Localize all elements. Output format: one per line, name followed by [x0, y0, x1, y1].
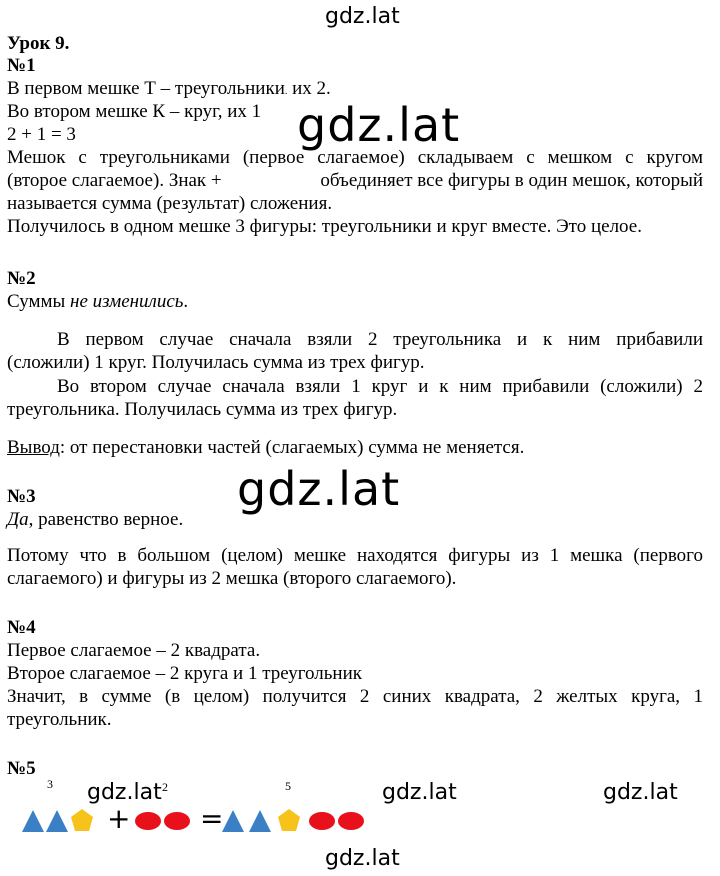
task4-line1: Первое слагаемое – 2 квадрата.: [7, 640, 261, 661]
triangle-shape-4: [249, 810, 271, 832]
triangle-shape-2: [46, 810, 68, 832]
task2-para2-line2: треугольника. Получилась сумма из трех фигур.: [7, 399, 398, 420]
plus-sign: +: [107, 802, 131, 835]
oval-shape-3: [309, 812, 335, 830]
watermark-row-1: gdz.lat: [87, 780, 162, 805]
task1-number: №1: [7, 55, 36, 76]
task2-line1-italic: не изменились: [70, 291, 184, 312]
task5-label-first: 3: [47, 777, 53, 791]
task1-line7: Получилось в одном мешке 3 фигуры: треугольники и круг вместе. Это целое.: [7, 216, 642, 237]
watermark-large-1: gdz.lat: [297, 98, 461, 152]
task2-number: №2: [7, 268, 36, 289]
task3-line2: Потому что в большом (целом) мешке находятся фигуры из 1 мешка (первого: [7, 545, 703, 566]
task4-number: №4: [7, 617, 36, 638]
task1-line5: [7, 170, 703, 192]
task3-line1-b: , равенство верное.: [28, 509, 184, 530]
task3-number: №3: [7, 486, 36, 507]
task4-line3: Значит, в сумме (в целом) получится 2 синих квадрата, 2 желтых круга, 1: [7, 686, 703, 707]
task3-line1-italic: Да: [7, 509, 29, 530]
watermark-top: gdz.lat: [325, 4, 400, 29]
pentagon-shape-1: [71, 809, 93, 831]
task5-label-sum: 5: [285, 779, 291, 793]
pentagon-shape-2: [278, 809, 300, 831]
task2-para2-line1: Во втором случае сначала взяли 1 круг и к ним прибавили (сложили) 2: [57, 376, 703, 397]
task2-line1-a: Суммы: [7, 291, 71, 312]
task5-shapes-equation: [7, 802, 387, 842]
task2-line1: [7, 291, 188, 313]
equals-sign: =: [200, 802, 224, 835]
task1-line6: называется сумма (результат) сложения.: [7, 193, 333, 214]
task2-conclusion-text: : от перестановки частей (слагаемых) сумма не меняется.: [59, 437, 525, 458]
task1-line4: Мешок с треугольниками (первое слагаемое) складываем с мешком с кругом: [7, 147, 703, 168]
task2-conclusion: [7, 437, 524, 459]
task2-conclusion-label: Вывод: [7, 437, 60, 458]
task1-line1-count: их 2.: [292, 78, 331, 99]
lesson-title: Урок 9.: [7, 33, 70, 54]
task3-line3: слагаемого) и фигуры из 2 мешка (второго слагаемого).: [7, 568, 457, 589]
task5-label-second: 2: [162, 780, 168, 794]
task2-para1-line1: В первом случае сначала взяли 2 треугольника и к ним прибавили: [57, 329, 703, 350]
task1-line3: 2 + 1 = 3: [7, 124, 76, 145]
task2-para1-line2: (сложили) 1 круг. Получилась сумма из трех фигур.: [7, 352, 425, 373]
task5-number: №5: [7, 758, 36, 779]
task1-line2: Во втором мешке К – круг, их 1: [7, 101, 262, 122]
task2-line1-c: .: [183, 291, 189, 312]
triangle-shape-1: [22, 810, 44, 832]
task4-line2: Второе слагаемое – 2 круга и 1 треугольник: [7, 663, 362, 684]
oval-shape-2: [164, 812, 190, 830]
task1-line1: В первом мешке Т – треугольники. их 2.: [7, 78, 331, 99]
task1-line5-a: (второе слагаемое). Знак +: [7, 170, 222, 191]
watermark-large-2: gdz.lat: [237, 462, 401, 516]
oval-shape-4: [338, 812, 364, 830]
watermark-row-2: gdz.lat: [382, 780, 457, 805]
task1-line5-b: объединяет все фигуры в один мешок, который: [320, 170, 703, 191]
watermark-bottom: gdz.lat: [325, 846, 400, 871]
watermark-row-3: gdz.lat: [603, 780, 678, 805]
task4-line4: треугольник.: [7, 709, 112, 730]
oval-shape-1: [135, 812, 161, 830]
triangle-shape-3: [222, 810, 244, 832]
task3-line1: [7, 509, 183, 531]
task1-line1-text: В первом мешке Т – треугольники: [7, 78, 285, 99]
